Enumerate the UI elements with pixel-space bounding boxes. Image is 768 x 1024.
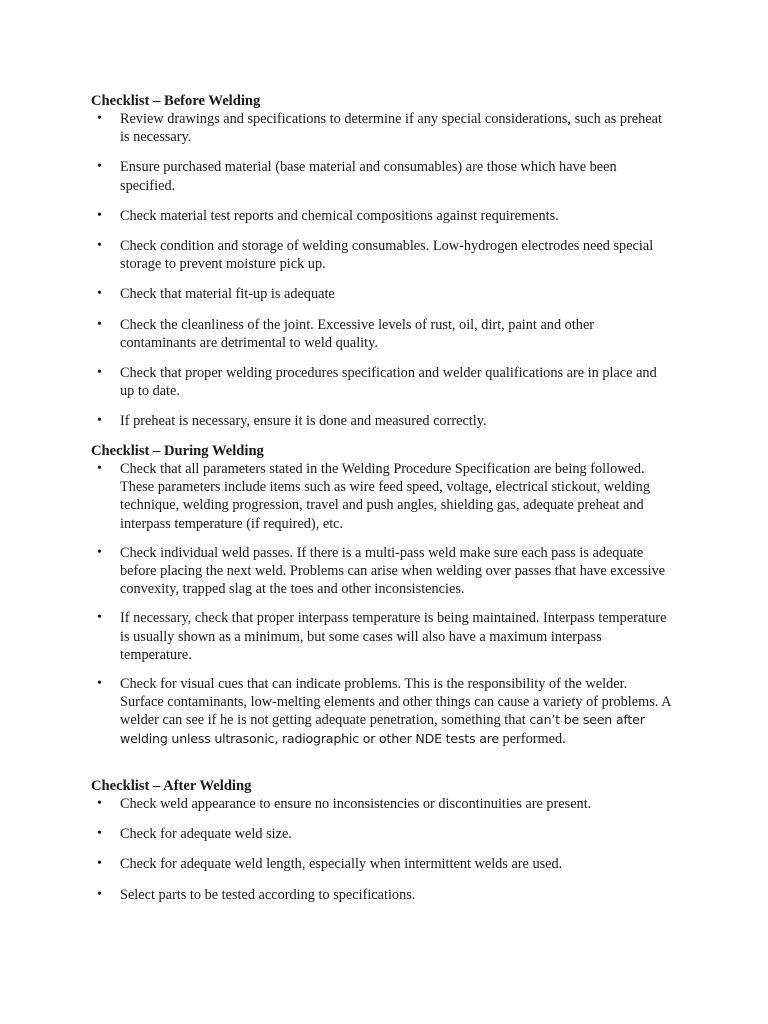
bullet-icon: • bbox=[97, 286, 102, 302]
list-item bbox=[91, 886, 671, 904]
checklist-before bbox=[91, 110, 671, 431]
list-item-text: Check for adequate weld size. bbox=[120, 826, 292, 843]
list-item-text: Review drawings and specifications to determine if any special considerations, such as preheat is necessary. bbox=[120, 111, 662, 146]
list-item bbox=[91, 825, 671, 843]
list-item bbox=[91, 675, 671, 748]
list-item-text: Check for adequate weld length, especially when intermittent welds are used. bbox=[120, 856, 563, 873]
list-item-text: Check that material fit-up is adequate bbox=[120, 286, 335, 303]
section-title: Checklist – During Welding bbox=[91, 443, 264, 459]
bullet-icon: • bbox=[97, 365, 102, 381]
list-item-text: Ensure purchased material (base material and consumables) are those which have been specified. bbox=[120, 159, 617, 194]
list-item-text: Check that proper welding procedures specification and welder qualifications are in place and up to date. bbox=[120, 365, 657, 400]
bullet-icon: • bbox=[97, 159, 102, 175]
bullet-icon: • bbox=[97, 461, 102, 476]
bullet-icon: • bbox=[97, 413, 102, 429]
list-item-text: Check that all parameters stated in the Welding Procedure Specification are being followed. These parameters include items such as wire feed speed, voltage, electrical stickout, welding technique, welding progression, travel and push angles, shielding gas, adequate preheat and interpass temperature (if required), etc. bbox=[120, 461, 650, 532]
section-after-welding bbox=[91, 777, 671, 904]
checklist-after bbox=[91, 795, 671, 904]
section-before-welding bbox=[91, 92, 671, 431]
section-title: Checklist – Before Welding bbox=[91, 93, 261, 109]
list-item-text: If necessary, check that proper interpass temperature is being maintained. Interpass temperature is usually shown as a minimum, but some cases will also have a maximum interpass temperature. bbox=[120, 610, 667, 663]
list-item-text-part: can’t be seen after welding unless ultrasonic, radiographic or other NDE tests are bbox=[120, 712, 645, 746]
list-item bbox=[91, 364, 671, 400]
list-item-text: Check individual weld passes. If there is a multi-pass weld make sure each pass is adequate before placing the next weld. Problems can arise when welding over passes that have excessive convexity, trapped slag at the toes and other inconsistencies. bbox=[120, 544, 666, 598]
list-item-text: Check the cleanliness of the joint. Excessive levels of rust, oil, dirt, paint and other contaminants are detrimental to weld quality. bbox=[120, 316, 595, 351]
list-item-text-part: Check for visual cues that can indicate problems. This is the responsibility of the welder. Surface contaminants, low-melting elements and other things can cause a variety of problems. A welder can see if he is not getting adequate penetration, something that bbox=[120, 676, 671, 729]
list-item bbox=[91, 412, 671, 430]
section-title: Checklist – After Welding bbox=[91, 778, 252, 794]
list-item bbox=[91, 110, 671, 146]
checklist-during bbox=[91, 460, 671, 748]
list-item bbox=[91, 544, 671, 599]
list-item-text: If preheat is necessary, ensure it is done and measured correctly. bbox=[120, 413, 487, 430]
bullet-icon: • bbox=[97, 111, 102, 126]
list-item-text: Check material test reports and chemical compositions against requirements. bbox=[120, 207, 559, 224]
list-item-text: Check weld appearance to ensure no inconsistencies or discontinuities are present. bbox=[120, 796, 592, 812]
list-item bbox=[91, 207, 671, 225]
list-item-text bbox=[120, 675, 671, 748]
bullet-icon: • bbox=[97, 676, 102, 692]
bullet-icon: • bbox=[97, 610, 102, 626]
bullet-icon: • bbox=[97, 316, 102, 332]
bullet-icon: • bbox=[97, 886, 102, 902]
section-during-welding bbox=[91, 442, 671, 748]
list-item bbox=[91, 460, 671, 533]
list-item bbox=[91, 795, 671, 813]
bullet-icon: • bbox=[97, 826, 102, 842]
bullet-icon: • bbox=[97, 238, 102, 254]
list-item bbox=[91, 158, 671, 194]
list-item-text: Check condition and storage of welding consumables. Low-hydrogen electrodes need special storage to prevent moisture pick up. bbox=[120, 238, 654, 273]
list-item-text: Select parts to be tested according to specifications. bbox=[120, 886, 416, 903]
list-item bbox=[91, 316, 671, 352]
list-item bbox=[91, 285, 671, 303]
list-item bbox=[91, 855, 671, 873]
bullet-icon: • bbox=[97, 796, 102, 811]
bullet-icon: • bbox=[97, 856, 102, 872]
list-item bbox=[91, 609, 671, 664]
bullet-icon: • bbox=[97, 544, 102, 560]
list-item-text-part: performed. bbox=[502, 730, 566, 747]
list-item bbox=[91, 237, 671, 273]
bullet-icon: • bbox=[97, 207, 102, 223]
